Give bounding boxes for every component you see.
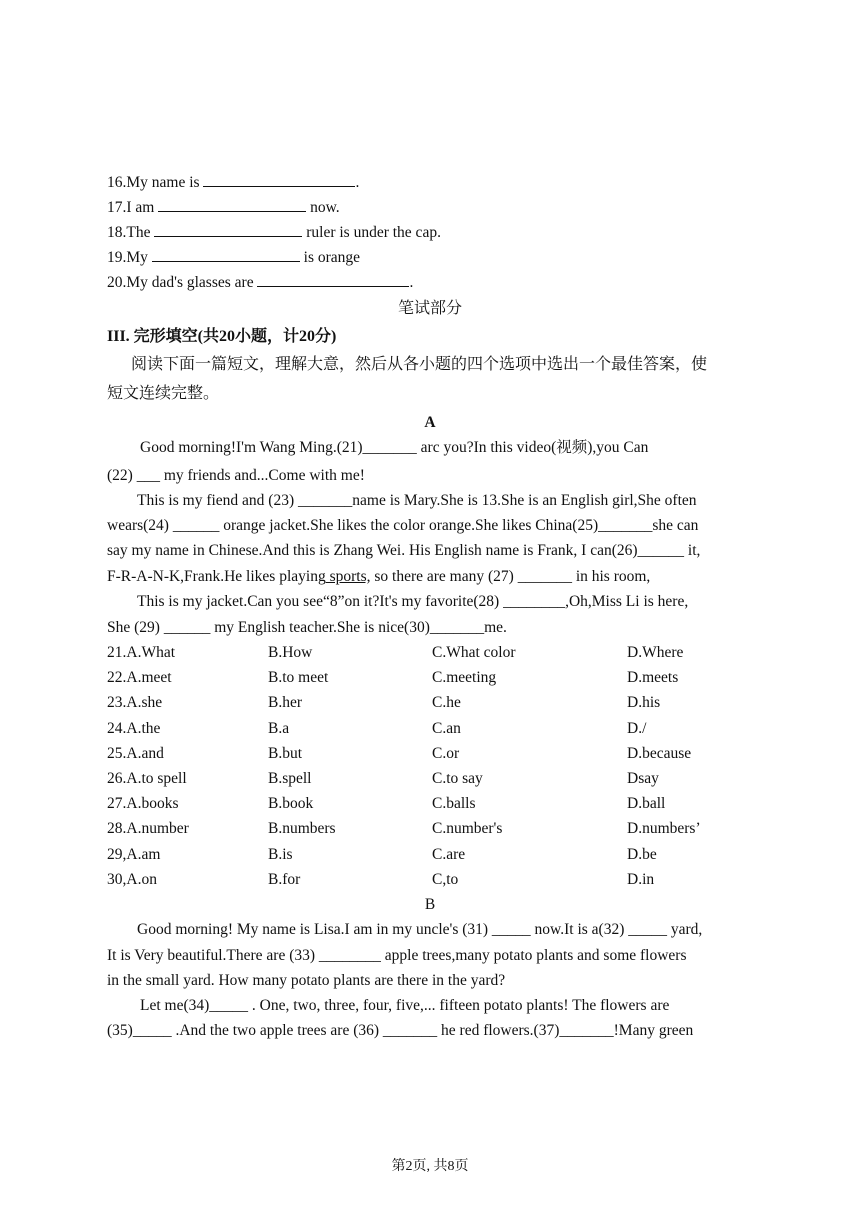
- passage-a-line: [107, 567, 760, 587]
- question-18: [107, 222, 760, 243]
- option-28-A[interactable]: 28.A.number: [107, 820, 189, 838]
- option-28-D[interactable]: D.numbers’: [627, 820, 701, 838]
- passage-b-line: (35)_____ .And the two apple trees are (36) _______ he red flowers.(37)_______!Many green: [107, 1022, 694, 1039]
- question-19: [107, 247, 760, 268]
- option-26-C[interactable]: C.to say: [432, 770, 483, 787]
- question-text: is orange: [299, 249, 361, 266]
- option-24-C[interactable]: C.an: [432, 719, 461, 737]
- option-24-D[interactable]: D./: [627, 719, 647, 737]
- option-29-A[interactable]: 29,A.am: [107, 845, 161, 863]
- option-29-C[interactable]: C.are: [432, 845, 466, 863]
- option-23-A[interactable]: 23.A.she: [107, 694, 163, 712]
- question-text: ruler is under the cap.: [302, 224, 441, 241]
- option-22-C[interactable]: C.meeting: [432, 669, 497, 687]
- passage-text: so there are many (27) _______ in his room,: [370, 568, 651, 585]
- option-22-D[interactable]: D.meets: [627, 669, 679, 687]
- option-30-C[interactable]: C,to: [432, 870, 459, 888]
- option-26-A[interactable]: 26.A.to spell: [107, 770, 187, 787]
- passage-text: F-R-A-N-K,Frank.He likes playing: [107, 568, 326, 585]
- option-22-A[interactable]: 22.A.meet: [107, 669, 172, 687]
- option-27-D[interactable]: D.ball: [627, 795, 666, 813]
- answer-blank[interactable]: [158, 197, 306, 212]
- question-text: .: [409, 274, 414, 291]
- option-24-A[interactable]: 24.A.the: [107, 719, 161, 737]
- passage-b-line: in the small yard. How many potato plants are there in the yard?: [107, 972, 506, 989]
- option-21-C[interactable]: C.What color: [432, 644, 516, 661]
- answer-blank[interactable]: [257, 272, 409, 287]
- question-text: 19.My: [107, 249, 152, 266]
- option-21-D[interactable]: D.Where: [627, 644, 684, 661]
- option-29-B[interactable]: B.is: [268, 845, 293, 863]
- option-26-D[interactable]: Dsay: [627, 770, 659, 787]
- option-22-B[interactable]: B.to meet: [268, 669, 329, 687]
- answer-blank[interactable]: [154, 222, 302, 237]
- question-text: 17.I am: [107, 199, 159, 216]
- option-23-B[interactable]: B.her: [268, 694, 303, 712]
- passage-b-label: B: [424, 896, 436, 913]
- passage-a-line: say my name in Chinese.And this is Zhang Wei. His English name is Frank, I can(26)______ it,: [107, 542, 701, 559]
- question-16: [107, 172, 760, 193]
- passage-a-line: wears(24) ______ orange jacket.She likes the color orange.She likes China(25)_______she can: [107, 517, 699, 534]
- option-21-A[interactable]: 21.A.What: [107, 644, 176, 661]
- passage-b-line: Good morning! My name is Lisa.I am in my uncle's (31) _____ now.It is a(32) _____ yard,: [137, 921, 703, 938]
- section-instructions: 阅读下面一篇短文，理解大意，然后从各小题的四个选项中选出一个最佳答案，使: [131, 356, 708, 373]
- option-25-B[interactable]: B.but: [268, 744, 303, 762]
- option-21-B[interactable]: B.How: [268, 644, 313, 661]
- option-30-B[interactable]: B.for: [268, 870, 301, 888]
- passage-a-line: She (29) ______ my English teacher.She is nice(30)_______me.: [107, 619, 507, 636]
- passage-a-label: A: [424, 414, 436, 431]
- passage-b-line: Let me(34)_____ . One, two, three, four, five,... fifteen potato plants! The flowers are: [140, 997, 670, 1014]
- section-instructions-cont: 短文连续完整。: [107, 385, 220, 402]
- option-23-D[interactable]: D.his: [627, 694, 661, 712]
- option-30-D[interactable]: D.in: [627, 870, 655, 888]
- option-28-C[interactable]: C.number's: [432, 820, 503, 838]
- option-25-D[interactable]: D.because: [627, 744, 692, 762]
- option-27-B[interactable]: B.book: [268, 795, 314, 813]
- passage-a-line: This is my jacket.Can you see“8”on it?It's my favorite(28) ________,Oh,Miss Li is here,: [137, 593, 689, 610]
- question-text: 18.The: [107, 224, 155, 241]
- option-29-D[interactable]: D.be: [627, 845, 657, 863]
- question-20: [107, 272, 760, 293]
- written-section-header: 笔试部分: [397, 300, 462, 317]
- option-23-C[interactable]: C.he: [432, 694, 461, 712]
- section-title: III. 完形填空(共20小题，计20分): [107, 328, 337, 345]
- option-27-A[interactable]: 27.A.books: [107, 795, 179, 813]
- answer-blank[interactable]: [203, 172, 355, 187]
- underlined-word: sports,: [325, 568, 371, 585]
- option-27-C[interactable]: C.balls: [432, 795, 476, 813]
- question-text: 20.My dad's glasses are: [107, 274, 258, 291]
- option-24-B[interactable]: B.a: [268, 719, 290, 737]
- passage-b-line: It is Very beautiful.There are (33) ________ apple trees,many potato plants and some flowers: [107, 947, 687, 964]
- passage-a-line: Good morning!I'm Wang Ming.(21)_______ arc you?In this video(视频),you Can: [140, 439, 649, 456]
- passage-a-line: (22) ___ my friends and...Come with me!: [107, 467, 365, 484]
- answer-blank[interactable]: [152, 247, 300, 262]
- option-25-A[interactable]: 25.A.and: [107, 744, 164, 762]
- option-25-C[interactable]: C.or: [432, 744, 460, 762]
- page-footer: 第2页, 共8页: [391, 1159, 469, 1174]
- question-text: now.: [306, 199, 340, 216]
- question-text: .: [355, 174, 360, 191]
- option-28-B[interactable]: B.numbers: [268, 820, 336, 838]
- question-17: [107, 197, 760, 218]
- option-30-A[interactable]: 30,A.on: [107, 870, 157, 888]
- passage-a-line: This is my fiend and (23) _______name is Mary.She is 13.She is an English girl,She often: [137, 492, 697, 509]
- question-text: 16.My name is: [107, 174, 204, 191]
- option-26-B[interactable]: B.spell: [268, 770, 312, 787]
